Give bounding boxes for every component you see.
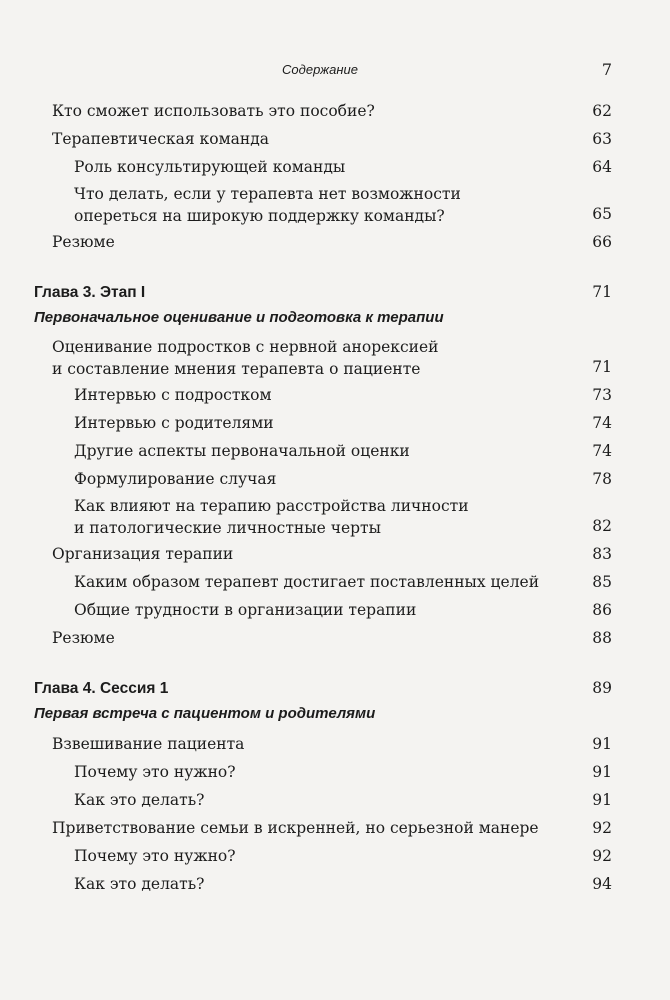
- toc-entry-page-number: 78: [592, 470, 612, 488]
- toc-entry: [34, 155, 612, 180]
- toc-entry-title: Что делать, если у терапевта нет возможности опереться на широкую поддержку команды?: [74, 185, 461, 225]
- toc-entry: [34, 383, 612, 408]
- running-head: [0, 62, 670, 82]
- toc-entry: [34, 439, 612, 464]
- toc-entry-page-number: 92: [592, 819, 612, 837]
- toc-entry: [34, 760, 612, 785]
- toc-entry-title: Интервью с подростком: [74, 386, 272, 404]
- toc-entry: [34, 230, 612, 255]
- toc-entry-page-number: 85: [592, 573, 612, 591]
- chapter-subtitle: Первая встреча с пациентом и родителями: [34, 705, 376, 722]
- toc-entry-page-number: 83: [592, 545, 612, 563]
- toc-entry: [34, 788, 612, 813]
- toc-entry: [34, 570, 612, 595]
- toc-entry-page-number: 91: [592, 735, 612, 753]
- toc-entry-page-number: 91: [592, 791, 612, 809]
- toc-entry: [34, 411, 612, 436]
- toc-entry-title: Формулирование случая: [74, 470, 277, 488]
- toc-entry: [34, 99, 612, 124]
- toc-entry-title: Взвешивание пациента: [52, 735, 245, 753]
- toc-entry-title: Организация терапии: [52, 545, 234, 563]
- toc-entry-page-number: 63: [592, 130, 612, 148]
- chapter-page-number: 71: [592, 283, 612, 301]
- toc-entry: [34, 816, 612, 841]
- toc-entry-page-number: 88: [592, 629, 612, 647]
- toc-entry-title: Как это делать?: [74, 791, 205, 809]
- running-title: Содержание: [282, 62, 358, 77]
- chapter-heading: [34, 676, 612, 701]
- toc-entry-title: Резюме: [52, 629, 115, 647]
- toc-entry-title: Почему это нужно?: [74, 763, 236, 781]
- toc-entry-title: Каким образом терапевт достигает поставленных целей: [74, 573, 540, 591]
- chapter-title: Глава 4. Сессия 1: [34, 680, 169, 697]
- toc-entry-page-number: 82: [592, 517, 612, 535]
- toc-entry: [34, 872, 612, 897]
- toc-entry-page-number: 66: [592, 233, 612, 251]
- toc-entry: [34, 598, 612, 623]
- toc-entry: [34, 467, 612, 492]
- toc-entry-page-number: 74: [592, 414, 612, 432]
- toc-entry: [34, 495, 612, 539]
- toc-entry: [34, 183, 612, 227]
- chapter-title: Глава 3. Этап I: [34, 284, 146, 301]
- toc-entry-page-number: 71: [592, 358, 612, 376]
- toc-entry-title: Интервью с родителями: [74, 414, 274, 432]
- toc-entry-title: Общие трудности в организации терапии: [74, 601, 417, 619]
- toc-entry-page-number: 64: [592, 158, 612, 176]
- toc-entry-page-number: 92: [592, 847, 612, 865]
- toc-entry-title: Приветствование семьи в искренней, но серьезной манере: [52, 819, 539, 837]
- toc-entry-title: Терапевтическая команда: [52, 130, 269, 148]
- toc-entry-title: Как это делать?: [74, 875, 205, 893]
- page-number: 7: [601, 60, 612, 79]
- toc-entry: [34, 127, 612, 152]
- toc-entry-page-number: 86: [592, 601, 612, 619]
- toc-entry-page-number: 62: [592, 102, 612, 120]
- toc-entry-title: Кто сможет использовать это пособие?: [52, 102, 375, 120]
- toc-entry: [34, 844, 612, 869]
- chapter-page-number: 89: [592, 679, 612, 697]
- toc-entry-title: Резюме: [52, 233, 115, 251]
- toc-entry: [34, 626, 612, 651]
- chapter-heading: [34, 280, 612, 305]
- toc-entry: [34, 336, 612, 380]
- toc-entry-title: Оценивание подростков с нервной анорексией и составление мнения терапевта о пациенте: [52, 338, 439, 378]
- toc-entry-page-number: 73: [592, 386, 612, 404]
- chapter-subtitle: Первоначальное оценивание и подготовка к терапии: [34, 309, 444, 326]
- toc-entry-title: Другие аспекты первоначальной оценки: [74, 442, 410, 460]
- toc-entry-page-number: 94: [592, 875, 612, 893]
- toc-entry-title: Роль консультирующей команды: [74, 158, 346, 176]
- table-of-contents: [34, 96, 612, 897]
- toc-entry-title: Как влияют на терапию расстройства личности и патологические личностные черты: [74, 497, 469, 537]
- toc-entry-page-number: 65: [592, 205, 612, 223]
- toc-entry-page-number: 74: [592, 442, 612, 460]
- toc-entry: [34, 542, 612, 567]
- toc-entry: [34, 732, 612, 757]
- toc-entry-page-number: 91: [592, 763, 612, 781]
- toc-entry-title: Почему это нужно?: [74, 847, 236, 865]
